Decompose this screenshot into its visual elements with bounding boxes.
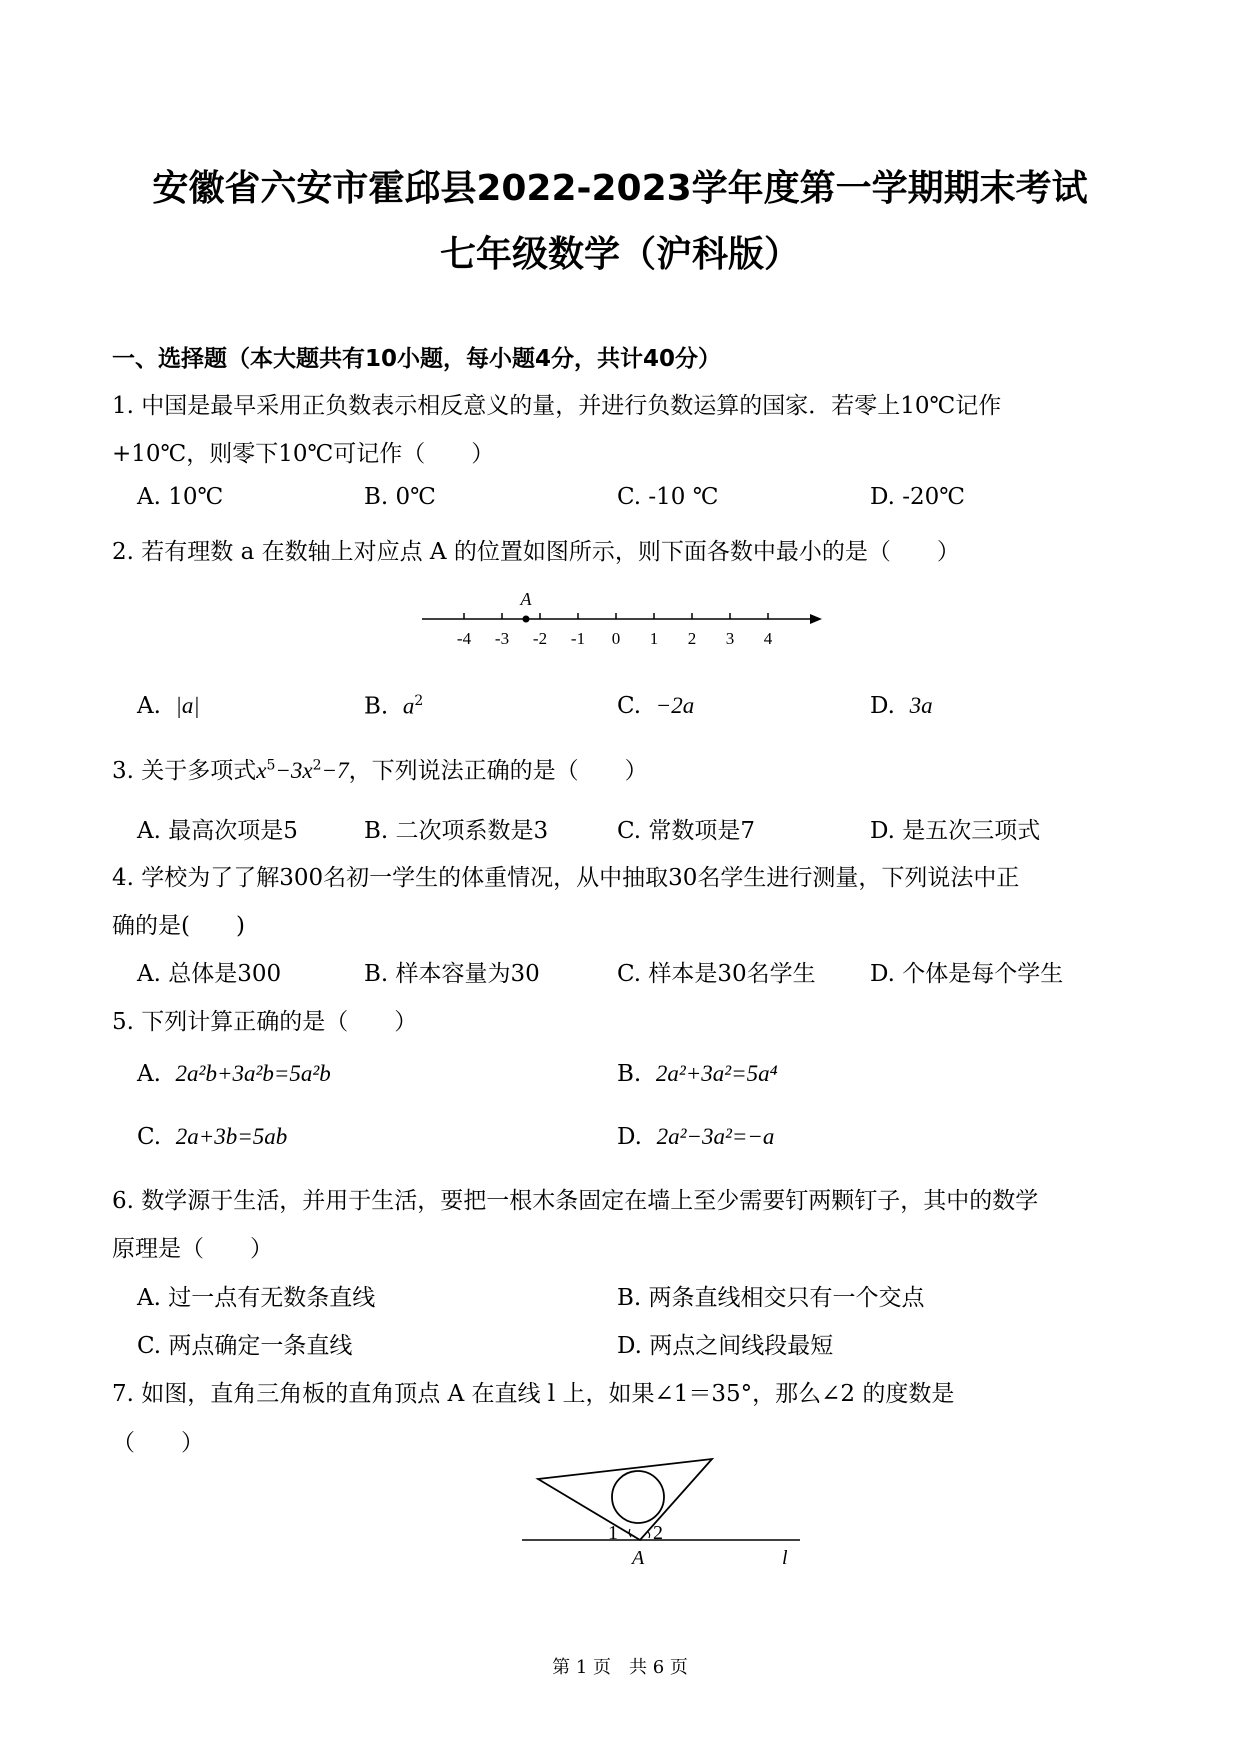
tick-label: 0 bbox=[611, 629, 621, 648]
question-1-option-a: A. 10℃ bbox=[137, 484, 224, 510]
question-1-line-1: 1. 中国是最早采用正负数表示相反意义的量，并进行负数运算的国家．若零上10℃记作 bbox=[112, 393, 1002, 419]
question-6-line-2: 原理是（ ） bbox=[112, 1236, 273, 1262]
exam-subtitle: 七年级数学（沪科版） bbox=[439, 234, 800, 275]
tick-label: 4 bbox=[763, 629, 773, 648]
question-3-option-d: D. 是五次三项式 bbox=[870, 818, 1041, 844]
question-6-option-d: D. 两点之间线段最短 bbox=[617, 1333, 834, 1359]
ruler-hole bbox=[612, 1471, 664, 1523]
question-2-option-b: B. $a^2$ bbox=[364, 693, 424, 720]
question-4-option-a: A. 总体是300 bbox=[137, 961, 282, 987]
question-1-option-d: D. -20℃ bbox=[870, 484, 966, 510]
page-footer: 第 1 页 共 6 页 bbox=[552, 1657, 688, 1678]
tick-label: 2 bbox=[687, 629, 697, 648]
section-heading: 一、选择题（本大题共有10小题，每小题4分，共计40分） bbox=[112, 346, 722, 372]
number-line-arrow bbox=[810, 614, 822, 624]
question-7-line-1: 7. 如图，直角三角板的直角顶点 A 在直线 l 上，如果∠1＝35°，那么∠2 的度数是 bbox=[112, 1381, 955, 1407]
question-2-option-d: D. 3a bbox=[870, 693, 933, 719]
tick-label: -3 bbox=[494, 629, 510, 648]
angle-1-label: 1 bbox=[608, 1522, 618, 1544]
point-a-dot bbox=[523, 616, 530, 623]
question-6-line-1: 6. 数学源于生活，并用于生活，要把一根木条固定在墙上至少需要钉两颗钉子，其中的数学 bbox=[112, 1188, 1039, 1214]
tick-label: -4 bbox=[456, 629, 472, 648]
question-3-stem: 3. 关于多项式$x^5-3x^2-7$，下列说法正确的是（ ） bbox=[112, 757, 648, 784]
point-a-label: A bbox=[520, 589, 532, 609]
question-5-option-a: A. 2a²b+3a²b=5a²b bbox=[137, 1061, 331, 1087]
question-5-option-d: D. 2a²−3a²=−a bbox=[617, 1124, 775, 1150]
angle-2-arc bbox=[647, 1531, 650, 1538]
tick-label: -1 bbox=[570, 629, 586, 648]
question-1-line-2: +10℃，则零下10℃可记作（ ） bbox=[112, 441, 495, 467]
tick-label: 1 bbox=[649, 629, 659, 648]
question-1-option-c: C. -10 ℃ bbox=[617, 484, 719, 510]
number-line-figure bbox=[410, 585, 830, 650]
question-2-option-c: C. −2a bbox=[617, 693, 695, 719]
question-4-option-d: D. 个体是每个学生 bbox=[870, 961, 1064, 987]
question-5-option-b: B. 2a²+3a²=5a⁴ bbox=[617, 1061, 778, 1087]
question-6-option-c: C. 两点确定一条直线 bbox=[137, 1333, 353, 1359]
point-a-label: A bbox=[632, 1547, 645, 1569]
question-4-option-c: C. 样本是30名学生 bbox=[617, 961, 816, 987]
question-4-line-1: 4. 学校为了了解300名初一学生的体重情况，从中抽取30名学生进行测量，下列说法中正 bbox=[112, 865, 1020, 891]
question-3-option-c: C. 常数项是7 bbox=[617, 818, 756, 844]
question-7-line-2: （ ） bbox=[112, 1430, 204, 1456]
question-3-option-a: A. 最高次项是5 bbox=[137, 818, 298, 844]
angle-1-arc bbox=[629, 1529, 631, 1537]
triangle-ruler bbox=[538, 1459, 712, 1540]
question-6-option-b: B. 两条直线相交只有一个交点 bbox=[617, 1285, 925, 1311]
question-3-option-b: B. 二次项系数是3 bbox=[364, 818, 549, 844]
question-1-option-b: B. 0℃ bbox=[364, 484, 436, 510]
line-l-label: l bbox=[782, 1547, 788, 1569]
question-5-option-c: C. 2a+3b=5ab bbox=[137, 1124, 288, 1150]
question-2-option-a: A. |a| bbox=[137, 693, 200, 719]
angle-2-label: 2 bbox=[653, 1522, 663, 1544]
triangle-ruler-figure bbox=[510, 1455, 810, 1580]
question-4-option-b: B. 样本容量为30 bbox=[364, 961, 540, 987]
exam-title: 安徽省六安市霍邱县2022-2023学年度第一学期期末考试 bbox=[152, 168, 1088, 209]
tick-label: 3 bbox=[725, 629, 735, 648]
question-2-stem: 2. 若有理数 a 在数轴上对应点 A 的位置如图所示，则下面各数中最小的是（ ） bbox=[112, 539, 960, 565]
question-6-option-a: A. 过一点有无数条直线 bbox=[137, 1285, 376, 1311]
tick-label: -2 bbox=[532, 629, 548, 648]
question-5-stem: 5. 下列计算正确的是（ ） bbox=[112, 1009, 418, 1035]
question-4-line-2: 确的是( ) bbox=[112, 913, 245, 939]
